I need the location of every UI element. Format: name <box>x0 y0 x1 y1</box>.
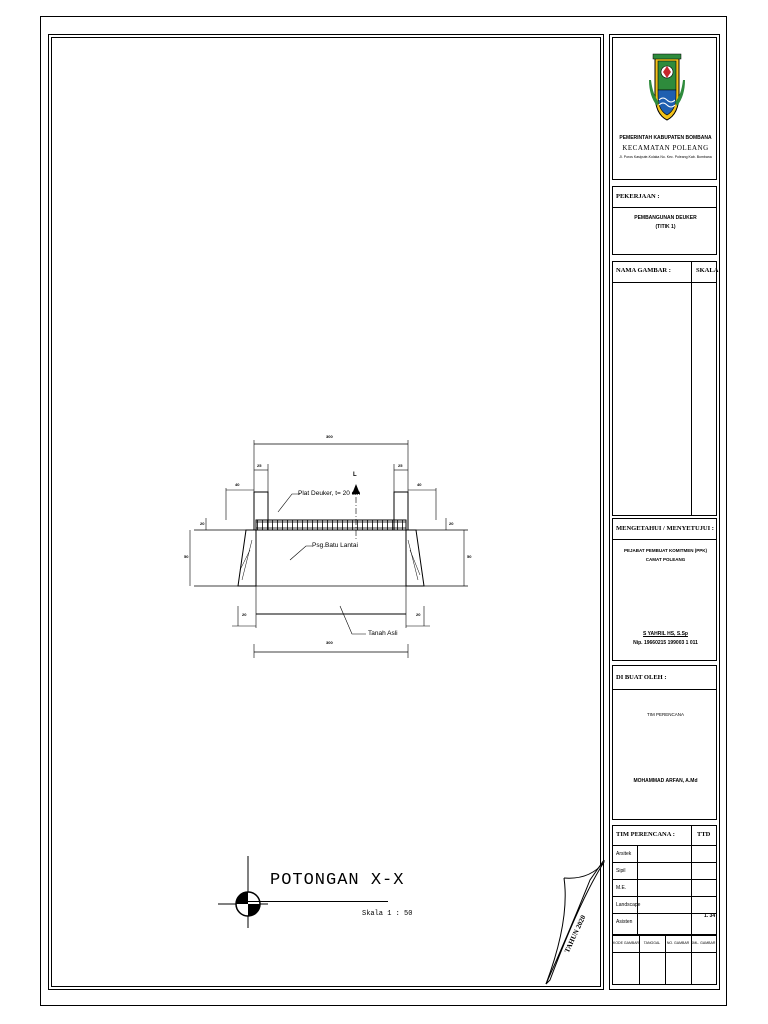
dibuat-label: DI BUAT OLEH : <box>616 674 667 681</box>
sheet-number: 1. 34 <box>704 913 716 919</box>
tim-row-landscape: Landscape <box>616 902 641 908</box>
foot-right-dim: 20 <box>416 612 421 617</box>
office-address: Jl. Poros Kasipute-Kolaka No. Kec. Poleang Kab. Bombana <box>619 155 712 159</box>
footer-no-gambar: NO. GAMBAR <box>666 941 690 945</box>
footer-jml-gambar: JML. GAMBAR <box>691 941 716 945</box>
skala-column-divider <box>691 262 692 515</box>
pekerjaan-label: PEKERJAAN : <box>616 193 660 200</box>
wall-left-dim: 25 <box>257 463 262 468</box>
approver-position: PEJABAT PEMBUAT KOMITMEN (PPK) <box>623 548 708 553</box>
tim-perencana-label: TIM PERENCANA : <box>616 831 675 838</box>
centerline-label: L <box>353 472 357 478</box>
side-right-dim: 40 <box>417 482 422 487</box>
ttd-column-divider <box>691 826 692 934</box>
nama-gambar-section <box>612 261 717 516</box>
section-title-underline <box>248 901 388 902</box>
section-marker-icon <box>218 856 268 928</box>
tim-row-arsitek: Arsitek <box>616 851 632 857</box>
plat-label: Plat Deuker, t= 20 cm <box>298 490 361 497</box>
mengetahui-label: MENGETAHUI / MENYETUJUI : <box>616 525 714 532</box>
bottom-total-dim: 300 <box>326 640 333 645</box>
header-section <box>612 37 717 180</box>
top-total-dim: 300 <box>326 434 333 439</box>
nama-gambar-label: NAMA GAMBAR : <box>616 267 671 274</box>
tim-name-column-divider <box>637 845 638 934</box>
slab-left-dim: 50 <box>184 554 189 559</box>
side-left-dim: 40 <box>235 482 240 487</box>
foot-left-dim: 20 <box>242 612 247 617</box>
approver-nip: Nip. 19660215 199003 1 011 <box>633 640 698 646</box>
footer-kode-gambar: KODE GAMBAR <box>613 941 640 945</box>
wall-right-dim: 25 <box>398 463 403 468</box>
year-stamp: TAHUN 2020 <box>563 913 588 955</box>
bombana-regency-emblem-icon <box>649 50 685 122</box>
pasangan-label: Psg.Batu Lantai <box>312 542 358 549</box>
mengetahui-divider <box>613 539 716 540</box>
project-subtitle: (TITIK 1) <box>655 224 676 230</box>
planner-name: MOHAMMAD ARFAN, A.Md <box>633 778 698 784</box>
tim-row-line-3 <box>613 896 716 897</box>
ttd-label: TTD <box>697 831 711 838</box>
tim-row-sipil: Sipil <box>616 868 626 874</box>
footer-tanggal: TANGGAL <box>643 941 661 945</box>
pekerjaan-divider <box>613 207 716 208</box>
dibuat-section <box>612 665 717 820</box>
tim-row-line-1 <box>613 862 716 863</box>
height-left-dim: 20 <box>200 521 205 526</box>
slab-right-dim: 50 <box>467 554 472 559</box>
section-scale: Skala 1 : 50 <box>362 910 413 918</box>
planner-team: TIM PERENCANA <box>646 712 684 717</box>
approver-name: S YAHRIL HS, S.Sp <box>643 631 688 637</box>
mengetahui-section <box>612 518 717 661</box>
culvert-section-drawing <box>180 430 470 670</box>
project-title: PEMBANGUNAN DEUKER <box>634 215 697 221</box>
skala-label: SKALA <box>696 267 719 274</box>
section-title: POTONGAN X-X <box>270 871 405 890</box>
tim-row-line-4 <box>613 913 716 914</box>
nama-gambar-divider <box>613 282 716 283</box>
government-name: PEMERINTAH KABUPATEN BOMBANA <box>619 135 712 141</box>
tim-row-me: M.E. <box>616 885 627 891</box>
dibuat-divider <box>613 689 716 690</box>
tim-row-line-0 <box>613 845 716 846</box>
tim-perencana-section <box>612 825 717 935</box>
tanah-label: Tanah Asli <box>368 630 398 637</box>
district-name: KECAMATAN POLEANG <box>622 144 709 152</box>
tim-row-asisten: Asisten <box>616 919 633 925</box>
approver-office: CAMAT POLEANG <box>645 557 686 562</box>
pekerjaan-section <box>612 186 717 255</box>
tim-row-line-2 <box>613 879 716 880</box>
footer-code-row <box>612 935 717 985</box>
height-right-dim: 20 <box>449 521 454 526</box>
